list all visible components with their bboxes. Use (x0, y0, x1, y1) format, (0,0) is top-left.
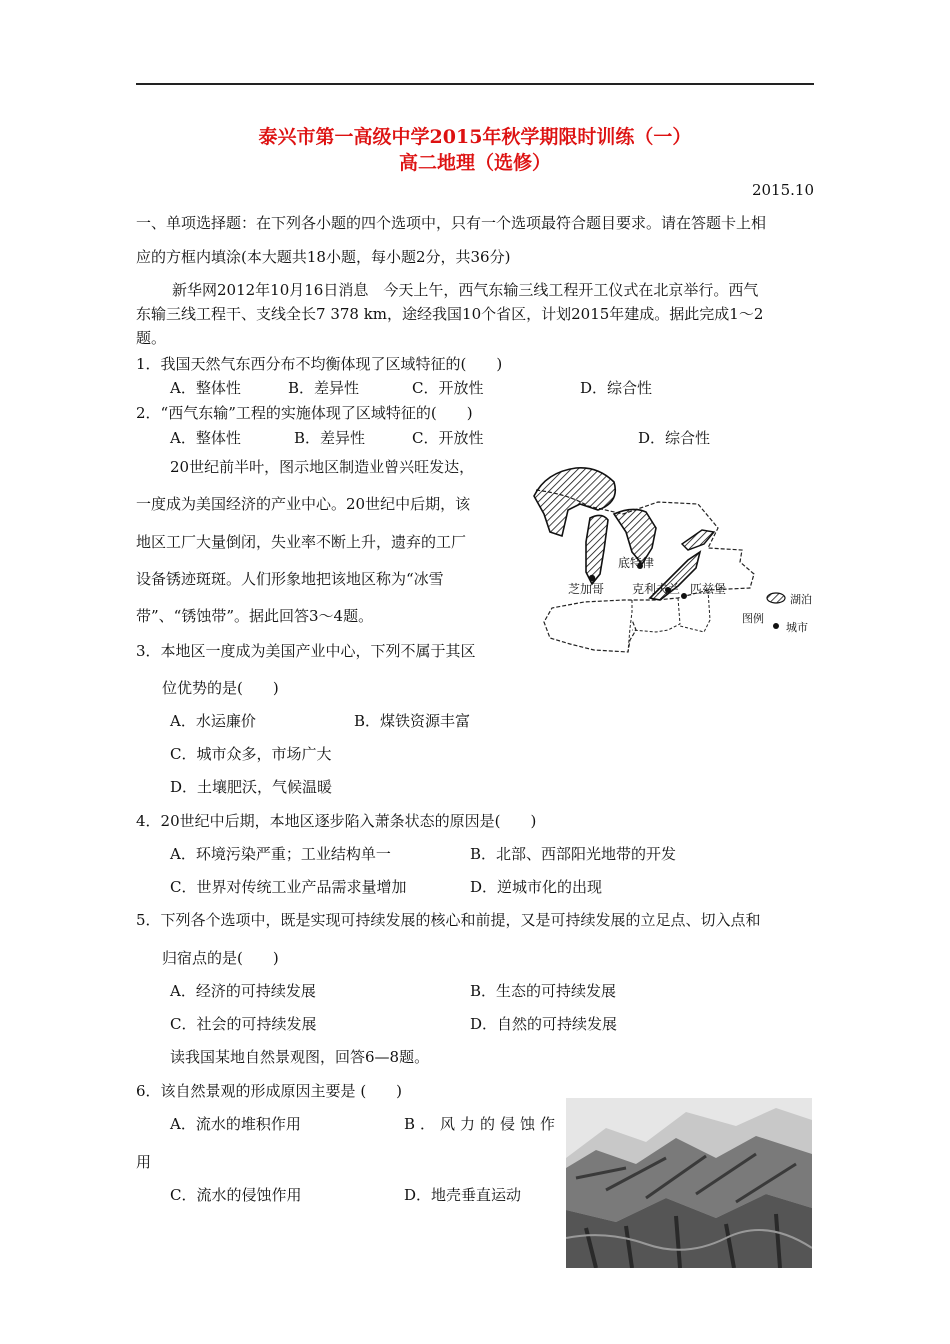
q2-option-a: A．整体性 (170, 429, 241, 447)
question-5-stem-cont: 归宿点的是( ) (162, 949, 279, 967)
question-3-stem-cont: 位优势的是( ) (162, 679, 279, 697)
q3-option-b: B．煤铁资源丰富 (354, 712, 471, 730)
city-dot-pittsburgh (681, 593, 687, 599)
question-6-stem: 6．该自然景观的形成原因主要是 ( ) (136, 1082, 403, 1100)
exam-date: 2015.10 (751, 181, 814, 199)
q5-option-a: A．经济的可持续发展 (170, 982, 316, 1000)
passage-text: 一度成为美国经济的产业中心。20世纪中后期，该 (136, 495, 471, 513)
map-label-chicago: 芝加哥 (568, 582, 605, 596)
q1-option-a: A．整体性 (170, 379, 241, 397)
q1-option-c: C．开放性 (412, 379, 484, 397)
map-legend-lake: 湖泊 (790, 593, 812, 606)
page-subtitle: 高二地理（选修） (398, 152, 551, 174)
q3-option-c: C．城市众多，市场广大 (170, 745, 332, 763)
passage-text: 题。 (136, 329, 167, 347)
q6-option-b: B．风力的侵蚀作 (404, 1115, 561, 1133)
question-1-stem: 1．我国天然气东西分布不均衡体现了区域特征的( ) (136, 355, 503, 373)
map-legend-city: 城市 (786, 621, 808, 634)
q3-option-a: A．水运廉价 (170, 712, 256, 730)
q2-option-b: B．差异性 (294, 429, 366, 447)
legend-lake-swatch (767, 593, 785, 603)
passage-text: 新华网2012年10月16日消息 今天上午，西气东输三线工程开工仪式在北京举行。西气 (172, 281, 759, 299)
header-rule (136, 83, 814, 85)
q6-option-b-cont: 用 (136, 1153, 152, 1171)
q5-option-d: D．自然的可持续发展 (470, 1015, 618, 1033)
q5-option-b: B．生态的可持续发展 (470, 982, 617, 1000)
q5-option-c: C．社会的可持续发展 (170, 1015, 317, 1033)
passage-text: 东输三线工程干、支线全长7 378 km，途经我国10个省区，计划2015年建成。据此完成1～2 (136, 305, 764, 323)
q4-option-b: B．北部、西部阳光地带的开发 (470, 845, 677, 863)
q2-option-c: C．开放性 (412, 429, 484, 447)
map-label-pittsburgh: 匹兹堡 (690, 582, 727, 596)
map-label-detroit: 底特律 (618, 556, 655, 570)
section-instructions-cont: 应的方框内填涂(本大题共18小题，每小题2分，共36分) (136, 248, 511, 266)
q3-option-d: D．土壤肥沃，气候温暖 (170, 778, 333, 796)
lake-michigan (586, 515, 608, 584)
q1-option-d: D．综合性 (580, 379, 653, 397)
section-instructions: 一、单项选择题：在下列各小题的四个选项中，只有一个选项最符合题目要求。请在答题卡上相 (136, 214, 767, 232)
q4-option-a: A．环境污染严重；工业结构单一 (170, 845, 391, 863)
question-3-stem: 3．本地区一度成为美国产业中心，下列不属于其区 (136, 642, 476, 660)
q6-option-c: C．流水的侵蚀作用 (170, 1186, 302, 1204)
passage-text: 设备锈迹斑斑。人们形象地把该地区称为“冰雪 (136, 570, 444, 588)
q2-option-d: D．综合性 (638, 429, 711, 447)
passage-text: 带”、“锈蚀带”。据此回答3～4题。 (136, 607, 374, 625)
q4-option-d: D．逆城市化的出现 (470, 878, 603, 896)
lake-ontario (682, 530, 714, 550)
question-4-stem: 4．20世纪中后期，本地区逐步陷入萧条状态的原因是( ) (136, 812, 537, 830)
map-legend-title: 图例 (742, 612, 764, 625)
passage-text: 地区工厂大量倒闭，失业率不断上升，遗弃的工厂 (136, 533, 467, 551)
q6-option-a: A．流水的堆积作用 (170, 1115, 301, 1133)
passage-text: 读我国某地自然景观图，回答6—8题。 (170, 1048, 430, 1066)
q4-option-c: C．世界对传统工业产品需求量增加 (170, 878, 407, 896)
landscape-photo (566, 1098, 812, 1268)
map-label-cleveland: 克利夫兰 (632, 582, 681, 596)
passage-text: 20世纪前半叶，图示地区制造业曾兴旺发达， (170, 458, 475, 476)
q1-option-b: B．差异性 (288, 379, 360, 397)
legend-city-dot (773, 623, 779, 629)
q6-option-d: D．地壳垂直运动 (404, 1186, 522, 1204)
great-lakes-map (528, 462, 818, 662)
question-2-stem: 2．“西气东输”工程的实施体现了区域特征的( ) (136, 404, 473, 422)
page-title: 泰兴市第一高级中学2015年秋学期限时训练（一） (258, 126, 692, 148)
question-5-stem: 5．下列各个选项中，既是实现可持续发展的核心和前提，又是可持续发展的立足点、切入点和 (136, 911, 761, 929)
